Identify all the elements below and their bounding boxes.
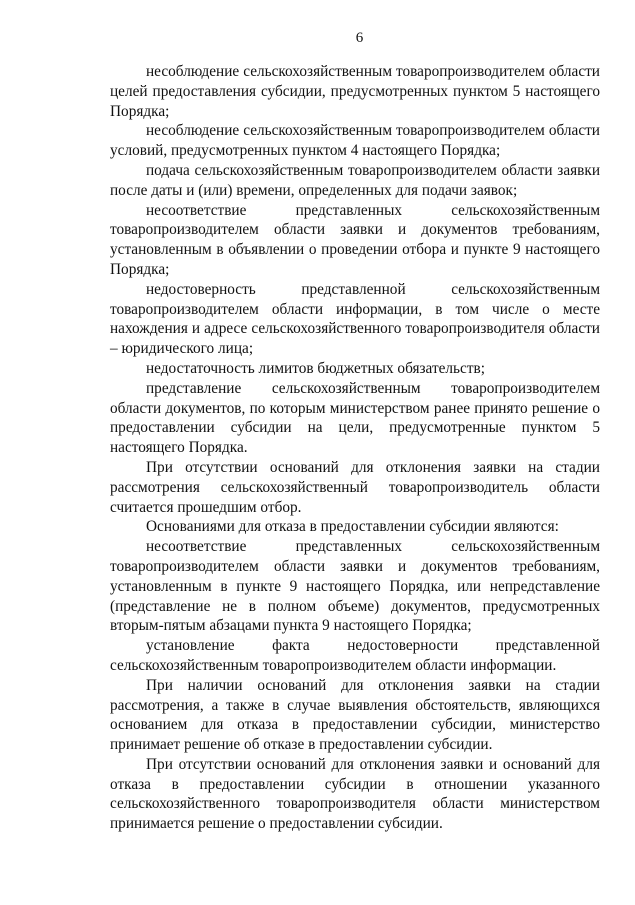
paragraph: недостаточность лимитов бюджетных обязательств; (146, 359, 485, 377)
paragraph: подача сельскохозяйственным товаропроизводителем области заявки после даты и (или) времени, определенных для подачи заявок; (110, 161, 600, 199)
page-number: 6 (355, 30, 364, 46)
paragraph: несоответствие представленных сельскохозяйственным товаропроизводителем области заявки и документов требованиям, установленным в объявлении о проведении отбора и пункте 9 настоящего Порядка; (110, 201, 600, 278)
document-body (110, 62, 600, 834)
paragraph: установление факта недостоверности представленной сельскохозяйственным товаропроизводителем области информации. (110, 637, 600, 674)
paragraph: При отсутствии оснований для отклонения заявки и оснований для отказа в предоставлении субсидии в отношении указанного сельскохозяйственного товаропроизводителя области министерством принимается решение о предоставлении субсидии. (110, 755, 600, 833)
paragraph: несоблюдение сельскохозяйственным товаропроизводителем области условий, предусмотренных пунктом 4 настоящего Порядка; (110, 122, 600, 160)
paragraph: несоответствие представленных сельскохозяйственным товаропроизводителем области заявки и документов требованиям, установленным в пункте 9 настоящего Порядка, или непредставление (представление не в полном объеме) документов, предусмотренных вторым-пятым абзацами пункта 9 настоящего Порядка; (110, 538, 600, 635)
paragraph: Основаниями для отказа в предоставлении субсидии являются: (146, 518, 559, 536)
paragraph: недостоверность представленной сельскохозяйственным товаропроизводителем области информации, в том числе о месте нахождения и адресе сельскохозяйственного товаропроизводителя области – юридического лица; (110, 280, 600, 358)
paragraph: При наличии оснований для отклонения заявки на стадии рассмотрения, а также в случае выявления обстоятельств, являющихся основанием для отказа в предоставлении субсидии, министерство принимает решение об отказе в предоставлении субсидии. (110, 676, 600, 754)
paragraph: несоблюдение сельскохозяйственным товаропроизводителем области целей предоставления субсидии, предусмотренных пунктом 5 настоящего Порядка; (110, 63, 600, 120)
paragraph: При отсутствии оснований для отклонения заявки на стадии рассмотрения сельскохозяйственный товаропроизводитель области считается прошедшим отбор. (110, 458, 600, 516)
paragraph: представление сельскохозяйственным товаропроизводителем области документов, по которым министерством ранее принято решение о предоставлении субсидии на цели, предусмотренные пунктом 5 настоящего Порядка. (110, 379, 600, 457)
